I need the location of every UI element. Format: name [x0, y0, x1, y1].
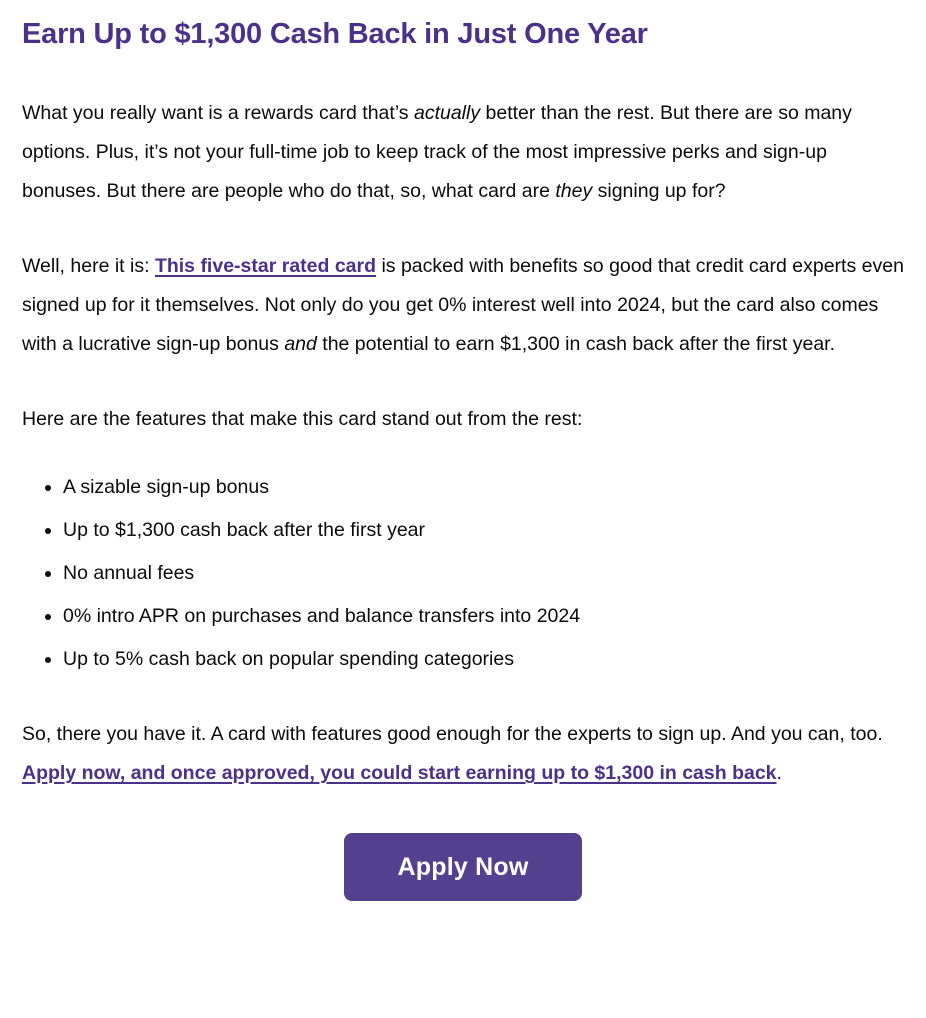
article-title: Earn Up to $1,300 Cash Back in Just One Year — [22, 18, 648, 50]
list-item-intro-apr: • 0% intro APR on purchases and balance transfers into 2024 — [63, 597, 904, 636]
offer-italic-and: and — [284, 333, 317, 356]
cta-button-row — [22, 833, 904, 901]
closing-text-a: So, there you have it. A card with features good enough for the experts to sign up. And you can, too. — [22, 723, 883, 746]
intro-paragraph — [22, 94, 904, 211]
intro-italic-they: they — [555, 180, 593, 203]
offer-paragraph — [22, 247, 904, 364]
apply-now-button[interactable]: Apply Now — [344, 833, 582, 901]
intro-text-b: better than the rest. But there are so many options. Plus, it’s not your full-time job to keep track of the most impressive perks and sign-up bonuses. But there are people who do that, so, what card are — [22, 102, 852, 203]
list-item-no-annual-fees: • No annual fees — [63, 554, 904, 593]
offer-text-a: Well, here it is: — [22, 255, 155, 278]
features-intro-paragraph: Here are the features that make this card stand out from the rest: — [22, 408, 583, 431]
offer-text-c: the potential to earn $1,300 in cash back after the first year. — [316, 333, 836, 356]
closing-text-b: . — [776, 762, 782, 785]
list-item-cash-back: • Up to $1,300 cash back after the first year — [63, 511, 904, 550]
list-item-category-cash-back: • Up to 5% cash back on popular spending categories — [63, 640, 904, 679]
intro-text-c: signing up for? — [592, 180, 726, 203]
intro-text-a: What you really want is a rewards card that’s — [22, 102, 414, 125]
five-star-card-link[interactable]: This five-star rated card — [154, 255, 377, 278]
apply-now-text-link[interactable]: Apply now, and once approved, you could start earning up to $1,300 in cash back — [22, 762, 777, 785]
offer-text-b: is packed with benefits so good that credit card experts even signed up for it themselves. Not only do you get 0% interest well into 2024, but the card also comes with a lucrative sign-up bonus — [22, 255, 904, 356]
features-list — [22, 468, 904, 679]
closing-paragraph — [22, 715, 904, 793]
list-item-signup-bonus: • A sizable sign-up bonus — [63, 468, 904, 507]
intro-italic-actually: actually — [413, 102, 481, 125]
